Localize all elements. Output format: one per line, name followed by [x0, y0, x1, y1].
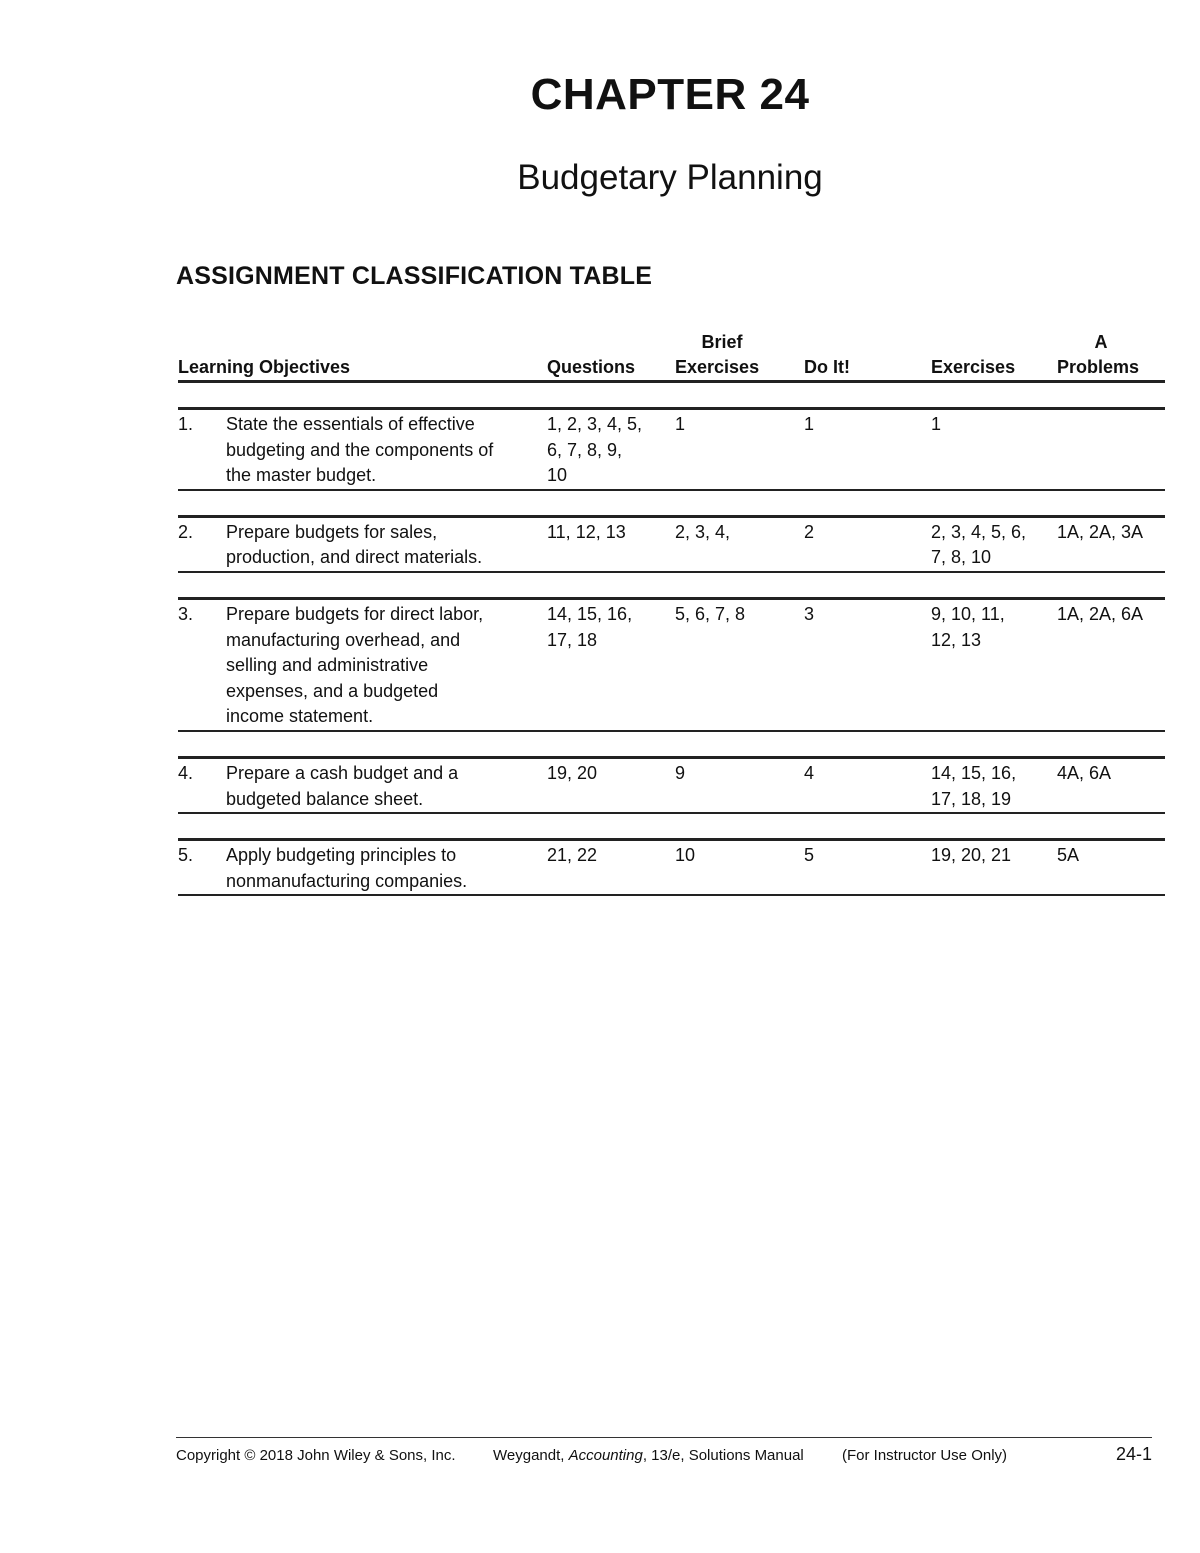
page-number: 24-1 — [1115, 1444, 1152, 1464]
questions-cell-line: 19, 20 — [547, 762, 598, 783]
objective-text-line: Prepare budgets for direct labor, — [226, 603, 484, 624]
a-problems-cell — [1057, 761, 1165, 812]
brief-exercises-cell — [675, 412, 804, 489]
header-learning-objectives: Learning Objectives — [178, 357, 351, 377]
questions-cell — [547, 602, 675, 730]
objective-text-line: Prepare budgets for sales, — [226, 521, 438, 542]
brief-exercises-cell — [675, 520, 804, 571]
table-row — [178, 407, 1165, 491]
exercises-cell-line: 7, 8, 10 — [931, 547, 992, 568]
table-body — [178, 407, 1165, 896]
header-brief-line1: Brief — [701, 332, 743, 352]
footer-copyright: Copyright © 2018 John Wiley & Sons, Inc. — [176, 1447, 456, 1464]
brief-exercises-cell — [675, 602, 804, 730]
objective-text-line: budgeted balance sheet. — [226, 788, 424, 809]
exercises-cell — [931, 412, 1057, 489]
header-brief-exercises — [675, 330, 804, 380]
exercises-cell-line: 9, 10, 11, — [931, 603, 1005, 624]
footer-book-author: Weygandt, — [493, 1447, 565, 1464]
header-brief-line2: Exercises — [675, 357, 760, 377]
exercises-cell-line: 14, 15, 16, — [931, 762, 1017, 783]
a-problems-cell-line: 4A, 6A — [1057, 762, 1112, 783]
objective-text-line: selling and administrative — [226, 655, 429, 676]
brief-exercises-cell-line: 9 — [675, 762, 686, 783]
exercises-cell-line: 12, 13 — [931, 629, 982, 650]
objective-text — [226, 761, 547, 812]
do-it-cell-line: 2 — [804, 521, 815, 542]
assignment-classification-table — [178, 330, 1165, 896]
brief-exercises-cell-line: 5, 6, 7, 8 — [675, 603, 746, 624]
do-it-cell — [804, 843, 931, 894]
questions-cell-line: 17, 18 — [547, 629, 598, 650]
questions-cell — [547, 761, 675, 812]
header-a-line2: Problems — [1057, 357, 1140, 377]
do-it-cell-line: 1 — [804, 414, 815, 434]
a-problems-cell — [1057, 843, 1165, 894]
table-header — [178, 330, 1165, 383]
a-problems-cell-line — [1057, 412, 1165, 438]
brief-exercises-cell — [675, 761, 804, 812]
brief-exercises-cell-line: 2, 3, 4, — [675, 521, 731, 542]
objective-text — [226, 602, 547, 730]
footer-book — [493, 1447, 842, 1464]
table-row — [178, 756, 1165, 814]
objective-text-line: the master budget. — [226, 465, 377, 486]
do-it-cell-line: 3 — [804, 603, 815, 624]
questions-cell — [547, 520, 675, 571]
exercises-cell-line: 2, 3, 4, 5, 6, — [931, 521, 1027, 542]
exercises-cell — [931, 520, 1057, 571]
objective-text-line: income statement. — [226, 706, 374, 727]
objective-text-line: State the essentials of effective — [226, 414, 475, 434]
a-problems-cell-line: 1A, 2A, 6A — [1057, 603, 1144, 624]
objective-text-line: production, and direct materials. — [226, 547, 483, 568]
objective-text-line: manufacturing overhead, and — [226, 629, 461, 650]
objective-text-line: expenses, and a budgeted — [226, 680, 439, 701]
exercises-cell — [931, 843, 1057, 894]
questions-cell-line: 11, 12, 13 — [547, 521, 626, 542]
a-problems-cell — [1057, 602, 1165, 730]
table-row — [178, 515, 1165, 573]
questions-cell-line: 6, 7, 8, 9, — [547, 439, 623, 460]
objective-text — [226, 520, 547, 571]
questions-cell-line: 21, 22 — [547, 845, 598, 866]
questions-cell-line: 14, 15, 16, — [547, 603, 633, 624]
objective-number: 5. — [178, 845, 194, 866]
a-problems-cell-line: 1A, 2A, 3A — [1057, 521, 1144, 542]
header-do-it: Do It! — [804, 357, 850, 377]
chapter-title: CHAPTER 24 — [530, 70, 810, 119]
objective-text-line: budgeting and the components of — [226, 439, 494, 460]
header-a-problems — [1057, 330, 1165, 380]
table-row — [178, 838, 1165, 896]
do-it-cell — [804, 761, 931, 812]
footer-divider — [176, 1437, 1152, 1438]
brief-exercises-cell-line: 10 — [675, 845, 696, 866]
questions-cell-line: 1, 2, 3, 4, 5, — [547, 414, 643, 434]
a-problems-cell — [1057, 520, 1165, 571]
do-it-cell-line: 4 — [804, 762, 815, 783]
objective-text-line: nonmanufacturing companies. — [226, 870, 468, 891]
exercises-cell-line: 17, 18, 19 — [931, 788, 1012, 809]
objective-text — [226, 412, 547, 489]
questions-cell — [547, 412, 675, 489]
brief-exercises-cell-line: 1 — [675, 414, 686, 434]
brief-exercises-cell — [675, 843, 804, 894]
objective-number: 1. — [178, 414, 194, 434]
do-it-cell — [804, 520, 931, 571]
a-problems-cell-line: 5A — [1057, 845, 1080, 866]
page-footer — [176, 1444, 1152, 1465]
footer-book-title: Accounting — [568, 1447, 643, 1464]
do-it-cell — [804, 412, 931, 489]
footer-note: (For Instructor Use Only) — [842, 1447, 1008, 1464]
header-exercises: Exercises — [931, 357, 1016, 377]
objective-text-line: Apply budgeting principles to — [226, 845, 457, 866]
objective-number: 4. — [178, 762, 194, 783]
exercises-cell — [931, 761, 1057, 812]
do-it-cell-line: 5 — [804, 845, 815, 866]
questions-cell-line: 10 — [547, 465, 568, 486]
footer-book-rest: , 13/e, Solutions Manual — [642, 1447, 804, 1464]
do-it-cell — [804, 602, 931, 730]
objective-text-line: Prepare a cash budget and a — [226, 762, 459, 783]
objective-number: 2. — [178, 521, 194, 542]
header-a-line1: A — [1094, 332, 1108, 352]
table-row — [178, 597, 1165, 732]
questions-cell — [547, 843, 675, 894]
section-heading: ASSIGNMENT CLASSIFICATION TABLE — [176, 262, 653, 290]
header-questions: Questions — [547, 357, 636, 377]
a-problems-cell — [1057, 412, 1165, 489]
chapter-subtitle: Budgetary Planning — [517, 158, 823, 197]
exercises-cell-line: 19, 20, 21 — [931, 845, 1012, 866]
exercises-cell — [931, 602, 1057, 730]
objective-number: 3. — [178, 603, 194, 624]
objective-text — [226, 843, 547, 894]
exercises-cell-line: 1 — [931, 414, 942, 434]
